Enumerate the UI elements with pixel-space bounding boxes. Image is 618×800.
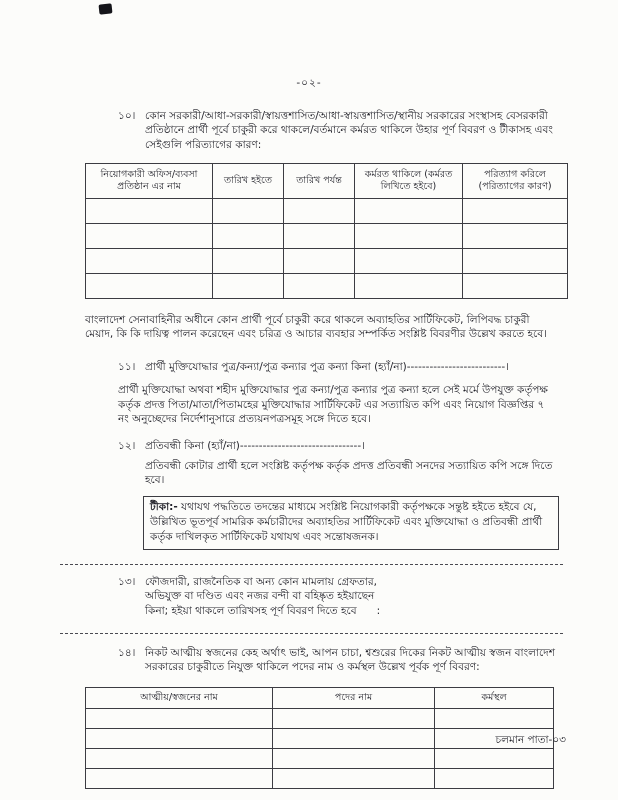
empty-cell [86, 749, 273, 769]
table-row [86, 749, 554, 769]
empty-cell [435, 749, 554, 769]
table-row [86, 729, 554, 749]
empty-cell [355, 248, 463, 273]
empty-cell [463, 273, 568, 298]
item-12-number: ১২। [118, 439, 136, 452]
item-13-line-1: ফৌজদারী, রাজনৈতিক বা অন্য কোন মামলায় গ্রেফতার, [145, 575, 377, 588]
continuation-footer: চলমান পাতা-০৩ [495, 734, 566, 747]
freedom-fighter-paragraph: প্রার্থী মুক্তিযোদ্ধা অথবা শহীদ মুক্তিযোদ্ধার পুত্র কন্যা/পুত্র কন্যার পুত্র কন্যা হলে সেই মর্মে উপযুক্ত কর্তৃপক্ষ কর্তৃক প্রদত্ত পিতা/মাতা/পিতামহের মুক্তিযোদ্ধার সার্টিফিকেট এর সত্যায়িত কপি এবং নিয়োগ বিজ্ঞপ্তির ৭ নং অনুচ্ছেদের নির্দেশানুসারে প্রত্যয়নপত্রসমূহ সঙ্গে দিতে হবে। [118, 383, 548, 426]
empty-cell [86, 273, 213, 298]
empty-cell [273, 769, 435, 789]
empty-cell [463, 223, 568, 248]
empty-cell [86, 248, 213, 273]
page-number: -০২- [296, 77, 322, 89]
note-label: টীকা:- [150, 500, 178, 513]
empty-cell [86, 223, 213, 248]
item-12-subtext: প্রতিবন্ধী কোটার প্রার্থী হলে সংশ্লিষ্ট কর্তৃপক্ষ কর্তৃক প্রদত্ত প্রতিবন্ধী সনদের সত্যায়িত কপি সঙ্গে দিতে হবে। [145, 459, 553, 487]
item-11-text: প্রার্থী মুক্তিযোদ্ধার পুত্র/কন্যা/পুত্র কন্যার পুত্র কন্যা কিনা (হ্যাঁ/না)--------------------------। [145, 361, 509, 374]
empty-cell [273, 749, 435, 769]
empty-cell [213, 198, 284, 223]
empty-cell [86, 729, 273, 749]
dashed-separator [60, 633, 563, 634]
col-currently-employed: কর্মরত থাকিলে (কর্মরত লিখিতে হইবে) [355, 163, 463, 198]
table-row [86, 273, 568, 298]
item-13-line-2: অভিযুক্ত বা দণ্ডিত এবং নজর বন্দী বা বহিষ্কৃত হইয়াছেন [145, 590, 375, 603]
table-header-row [86, 163, 568, 198]
table-row [86, 769, 554, 789]
item-11 [118, 360, 558, 375]
table-row [86, 248, 568, 273]
empty-cell [284, 273, 355, 298]
item-10-text: কোন সরকারী/আধা-সরকারী/স্বায়ত্তশাসিত/আধা-স্বায়ত্তশাসিত/স্থানীয় সরকারের সংস্থাসহ বেসরকারী প্রতিষ্ঠানে প্রার্থী পূর্বে চাকুরী করে থাকলে/বর্তমানে কর্মরত থাকিলে উহার পূর্ণ বিবরণ ও টীকাসহ এবং সেইগুলি পরিত্যাগের কারণ: [145, 109, 553, 152]
item-13-number: ১৩। [118, 575, 136, 588]
item-12 [118, 439, 558, 454]
employment-history-table [85, 163, 568, 299]
empty-cell [435, 769, 554, 789]
col-post-name: পদের নাম [273, 688, 435, 709]
table-row [86, 709, 554, 729]
table-row [86, 223, 568, 248]
col-workplace: কর্মস্থল [435, 688, 554, 709]
empty-cell [213, 223, 284, 248]
col-date-to: তারিখ পর্যন্ত [284, 163, 355, 198]
item-14 [118, 646, 558, 675]
item-13-line-3: কিনা; হইয়া থাকলে তারিখসহ পূর্ণ বিবরণ দিতে হবে : [145, 604, 381, 617]
item-10 [118, 109, 558, 153]
item-12-text: প্রতিবন্ধী কিনা (হ্যাঁ/না)--------------------------------। [145, 439, 365, 452]
empty-cell [86, 709, 273, 729]
empty-cell [463, 248, 568, 273]
empty-cell [435, 709, 554, 729]
dashed-separator [60, 564, 563, 565]
empty-cell [213, 273, 284, 298]
army-service-paragraph: বাংলাদেশ সেনাবাহিনীর অধীনে কোন প্রার্থী পূর্বে চাকুরী করে থাকলে অব্যাহতির সার্টিফিকেট, লিপিবদ্ধ চাকুরী মেয়াদ, কি কি দায়িত্ব পালন করেছেন এবং চরিত্র ও আচার ব্যবহার সম্পর্কিত সংশ্লিষ্ট বিবরণীর উল্লেখ করতে হবে। [85, 313, 547, 341]
relatives-table [85, 687, 554, 789]
empty-cell [284, 198, 355, 223]
empty-cell [273, 709, 435, 729]
empty-cell [86, 198, 213, 223]
empty-cell [273, 729, 435, 749]
table-row [86, 198, 568, 223]
empty-cell [284, 223, 355, 248]
empty-cell [463, 198, 568, 223]
col-relative-name: আত্মীয়/স্বজনের নাম [86, 688, 273, 709]
empty-cell [355, 273, 463, 298]
item-13 [118, 575, 558, 619]
item-14-number: ১৪। [118, 646, 136, 659]
col-date-from: তারিখ হইতে [213, 163, 284, 198]
empty-cell [86, 769, 273, 789]
item-13-text [145, 575, 445, 619]
empty-cell [355, 223, 463, 248]
table-header-row [86, 688, 554, 709]
item-10-number: ১০। [118, 109, 136, 122]
scan-artifact [99, 3, 113, 14]
col-employer-name: নিয়োগকারী অফিস/ব্যবসা প্রতিষ্ঠান এর নাম [86, 163, 213, 198]
note-text: যথাযথ পদ্ধতিতে তদন্তের মাধ্যমে সংশ্লিষ্ট নিয়োগকারী কর্তৃপক্ষকে সন্তুষ্ট হইতে হইবে যে, উল্লিখিত ভূতপূর্ব সামরিক কর্মচারীদের অব্যাহতির সার্টিফিকেট এবং মুক্তিযোদ্ধা ও প্রতিবন্ধী প্রার্থী কর্তৃক দাখিলকৃত সার্টিফিকেট যথাযথ এবং সন্তোষজনক। [150, 500, 543, 544]
empty-cell [355, 198, 463, 223]
empty-cell [213, 248, 284, 273]
col-reason-leaving: পরিত্যাগ করিলে (পরিত্যাগের কারণ) [463, 163, 568, 198]
note-box [143, 496, 559, 550]
empty-cell [284, 248, 355, 273]
item-11-number: ১১। [118, 361, 136, 374]
item-14-text: নিকট আত্মীয় স্বজনের কেহ অর্থাৎ ভাই, আপন চাচা, শ্বশুরের দিকের নিকট আত্মীয় স্বজন বাংলাদেশ সরকারের চাকুরীতে নিযুক্ত থাকিলে পদের নাম ও কর্মস্থল উল্লেখ পূর্বক পূর্ণ বিবরণ: [145, 646, 555, 674]
